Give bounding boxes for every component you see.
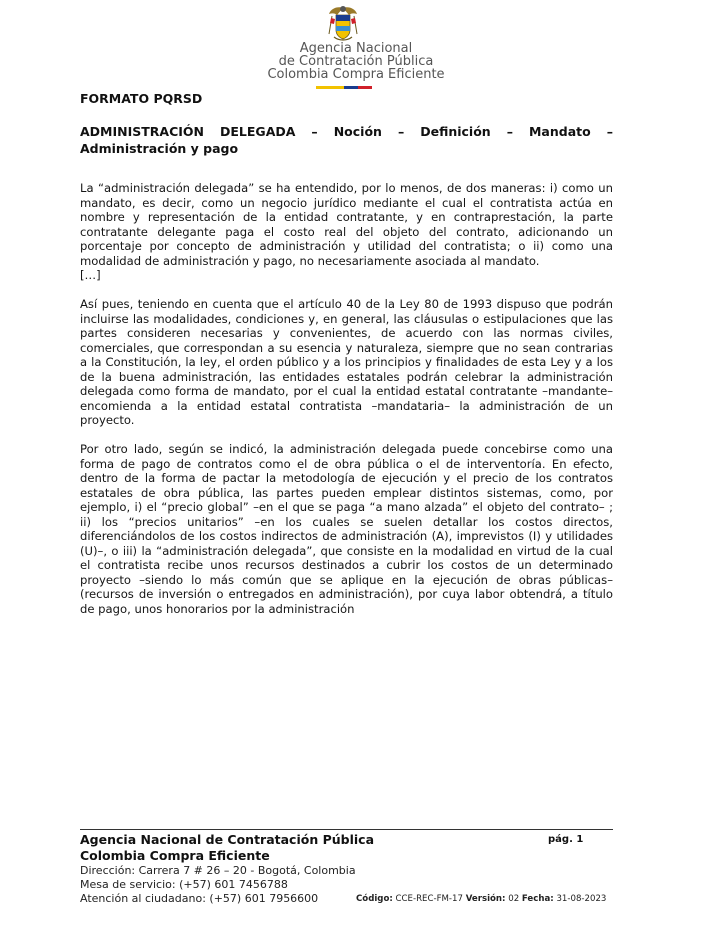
document-control-codes [356, 894, 606, 904]
footer-divider [80, 829, 613, 830]
document-format-code: FORMATO PQRSD [80, 91, 203, 106]
omission-ellipsis: […] [80, 268, 101, 282]
code-value: CCE-REC-FM-17 [392, 894, 466, 904]
document-title: ADMINISTRACIÓN DELEGADA – Noción – Definición – Mandato – Administración y pago [80, 124, 613, 156]
agency-logo-text [220, 42, 492, 81]
footer-org-subname: Colombia Compra Eficiente [80, 848, 270, 863]
flag-stripe-blue [344, 86, 358, 89]
page-number: pág. 1 [548, 834, 584, 845]
flag-color-bar [316, 86, 372, 89]
version-label: Versión: [465, 894, 506, 904]
agency-name-line-3: Colombia Compra Eficiente [267, 67, 445, 82]
paragraph-2: Así pues, teniendo en cuenta que el artículo 40 de la Ley 80 de 1993 dispuso que podrán incluirse las modalidades, condiciones y, en general, las cláusulas o estipulaciones que las partes consideren necesarias y convenientes, de acuerdo con las normas civiles, comerciales, que correspondan a su esencia y naturaleza, siempre que no sean contrarias a la Constitución, la ley, el orden público y a los principios y finalidades de esta Ley y a los de la buena administración, las entidades estatales podrán celebrar la administración delegada como forma de mandato, por el cual la entidad estatal contratante –mandante– encomienda a la entidad estatal contratista –mandataria– la administración de un proyecto. [80, 297, 613, 427]
flag-stripe-yellow [316, 86, 344, 89]
colombia-coat-of-arms-icon [326, 4, 360, 44]
date-value: 31-08-2023 [553, 894, 607, 904]
date-label: Fecha: [521, 894, 554, 904]
footer-address: Dirección: Carrera 7 # 26 – 20 - Bogotá, Colombia [80, 864, 356, 877]
paragraph-1: La “administración delegada” se ha entendido, por lo menos, de dos maneras: i) como un mandato, es decir, como un negocio jurídico mediante el cual el contratista actúa en nombre y representación de la entidad contratante, y en contraprestación, la parte contratante delegante paga el costo real del objeto del contrato, adicionando un porcentaje por concepto de administración y utilidad del contratista; o ii) como una modalidad de administración y pago, no necesariamente asociada al mandato. [80, 181, 613, 268]
paragraph-3: Por otro lado, según se indicó, la administración delegada puede concebirse como una forma de pago de contratos como el de obra pública o el de interventoría. En efecto, dentro de la forma de pactar la metodología de ejecución y el precio de los contratos estatales de obra pública, las partes pueden emplear distintos sistemas, como, por ejemplo, i) el “precio global” –en el que se paga “a mano alzada” el objeto del contrato– ; ii) los “precios unitarios” –en los cuales se suelen detallar los costos directos, diferenciándolos de los costos indirectos de administración (A), imprevistos (I) y utilidades (U)–, o iii) la “administración delegada”, que consiste en la modalidad en virtud de la cual el contratista recibe unos recursos destinados a cubrir los costos de un determinado proyecto –siendo lo más común que se aplique en la ejecución de obras públicas– (recursos de inversión o entregados en administración), por cuya labor obtendrá, a título de pago, unos honorarios por la administración [80, 442, 613, 616]
agency-name-line-1: Agencia Nacional [299, 41, 413, 56]
flag-stripe-red [358, 86, 372, 89]
footer-org-name: Agencia Nacional de Contratación Pública [80, 832, 375, 847]
version-value: 02 [505, 894, 522, 904]
footer-citizen-line: Atención al ciudadano: (+57) 601 7956600 [80, 892, 319, 905]
agency-name-line-2: de Contratación Pública [278, 54, 434, 69]
footer-service-desk: Mesa de servicio: (+57) 601 7456788 [80, 878, 288, 891]
code-label: Código: [356, 894, 393, 904]
